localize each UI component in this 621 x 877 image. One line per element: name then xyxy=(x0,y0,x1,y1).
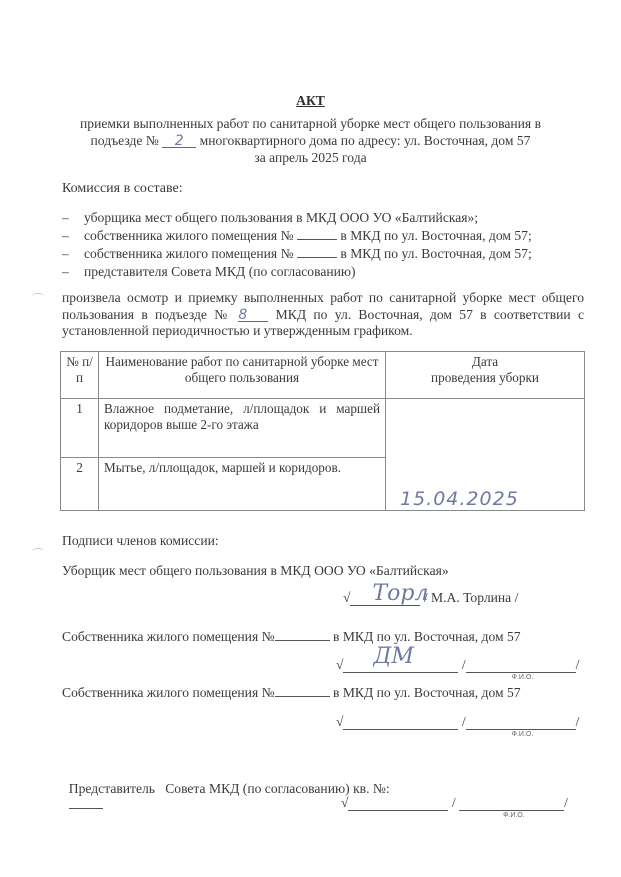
member-text: уборщика мест общего пользования в МКД ООО УО «Балтийская»; xyxy=(84,210,479,225)
commission-member xyxy=(62,264,356,280)
entrance-number-handwritten: 2 xyxy=(162,135,196,148)
list-dash: – xyxy=(62,246,69,261)
separator: / xyxy=(461,714,466,729)
fio-label: Ф.И.О. xyxy=(511,731,534,738)
header-number: № п/п xyxy=(61,352,99,399)
cleaning-date-handwritten: 15.04.2025 xyxy=(400,488,519,510)
owner-role-suffix: в МКД по ул. Восточная, дом 57 xyxy=(333,685,521,700)
cleaner-role: Уборщик мест общего пользования в МКД ООО УО «Балтийская» xyxy=(62,563,449,578)
separator: / xyxy=(451,795,456,810)
council-role-text: Представитель Совета МКД (по согласованию) кв. №: xyxy=(68,781,390,796)
row-number: 1 xyxy=(61,399,99,458)
table-row xyxy=(61,399,585,458)
works-table xyxy=(60,351,585,511)
fio-field[interactable] xyxy=(466,715,576,738)
owner-role-prefix: Собственника жилого помещения № xyxy=(62,685,275,700)
header-work-name: Наименование работ по санитарной уборке мест общего пользования xyxy=(99,352,386,399)
document-title: АКТ xyxy=(296,93,325,108)
owner1-signature-line xyxy=(336,644,580,681)
commission-member xyxy=(62,210,478,226)
apartment-number-blank xyxy=(297,246,337,258)
member-text-prefix: собственника жилого помещения № xyxy=(84,246,294,261)
council-signature-line xyxy=(341,795,568,819)
signature-field[interactable] xyxy=(350,581,429,606)
member-text-suffix: в МКД по ул. Восточная, дом 57; xyxy=(340,246,532,261)
signature-field[interactable] xyxy=(343,644,458,673)
signature-field[interactable] xyxy=(343,715,458,730)
signatures-heading: Подписи членов комиссии: xyxy=(62,533,219,548)
subtitle-line-1: приемки выполненных работ по санитарной уборке мест общего пользования в xyxy=(80,116,541,131)
apartment-number-blank xyxy=(297,228,337,240)
row-number: 2 xyxy=(61,458,99,511)
check-mark: √ xyxy=(341,795,349,810)
inspection-line-3: установленной периодичностью и утвержденным графиком. xyxy=(62,323,413,338)
fio-label: Ф.И.О. xyxy=(511,674,534,681)
margin-punch-mark xyxy=(32,548,44,555)
header-date-line-2: проведения уборки xyxy=(431,370,539,385)
header-date xyxy=(386,352,585,399)
inspection-line-2 xyxy=(62,307,584,324)
fio-label: Ф.И.О. xyxy=(503,812,525,819)
fio-field[interactable] xyxy=(459,796,564,819)
owner1-role xyxy=(62,629,521,645)
header-date-line-1: Дата xyxy=(471,354,499,369)
cleaner-signature-line xyxy=(343,581,519,606)
list-dash: – xyxy=(62,228,69,243)
separator: / xyxy=(461,657,466,672)
member-text: представителя Совета МКД (по согласованию) xyxy=(84,264,356,279)
member-text-suffix: в МКД по ул. Восточная, дом 57; xyxy=(340,228,532,243)
check-mark: √ xyxy=(336,657,344,672)
owner2-role xyxy=(62,685,521,701)
end-slash: / xyxy=(575,714,580,729)
subtitle-line-3: за апрель 2025 года xyxy=(254,150,367,165)
list-dash: – xyxy=(62,264,69,279)
check-mark: √ xyxy=(343,590,351,605)
owner1-signature-handwritten: ДМ xyxy=(373,644,414,669)
row-work-name: Мытье, л/площадок, маршей и коридоров. xyxy=(99,458,386,511)
owner-role-prefix: Собственника жилого помещения № xyxy=(62,629,275,644)
member-text-prefix: собственника жилого помещения № xyxy=(84,228,294,243)
cleaner-name: / М.А. Торлина / xyxy=(423,590,519,605)
apartment-number-blank xyxy=(275,685,330,697)
commission-member xyxy=(62,246,532,262)
owner2-signature-line xyxy=(336,714,580,738)
inspection-line-1: произвела осмотр и приемку выполненных работ по санитарной уборке мест общего xyxy=(62,290,584,305)
signature-field[interactable] xyxy=(348,796,448,811)
row-work-name: Влажное подметание, л/площадок и маршей коридоров выше 2-го этажа xyxy=(99,399,386,458)
subtitle-suffix: многоквартирного дома по адресу: ул. Восточная, дом 57 xyxy=(199,133,531,148)
commission-heading: Комиссия в составе: xyxy=(62,181,183,196)
table-header-row xyxy=(61,352,585,399)
inspection-line-2-prefix: пользования в подъезде № xyxy=(62,306,232,322)
owner-role-suffix: в МКД по ул. Восточная, дом 57 xyxy=(333,629,521,644)
margin-punch-mark xyxy=(32,293,44,300)
list-dash: – xyxy=(62,210,69,225)
entrance-number-handwritten: 8 xyxy=(238,309,268,322)
end-slash: / xyxy=(575,657,580,672)
cleaner-signature-handwritten: Торл xyxy=(372,581,429,606)
subtitle-prefix: подъезде № xyxy=(90,133,159,148)
commission-member xyxy=(62,228,532,244)
inspection-line-2-suffix: МКД по ул. Восточная, дом 57 в соответствии с xyxy=(275,306,584,322)
cleaning-date-cell xyxy=(386,399,585,511)
inspection-paragraph xyxy=(62,290,584,340)
end-slash: / xyxy=(564,795,568,810)
subtitle-line-2 xyxy=(0,133,621,149)
check-mark: √ xyxy=(336,714,344,729)
apartment-number-blank xyxy=(275,629,330,641)
fio-field[interactable] xyxy=(466,658,576,681)
apartment-number-blank xyxy=(69,797,103,809)
